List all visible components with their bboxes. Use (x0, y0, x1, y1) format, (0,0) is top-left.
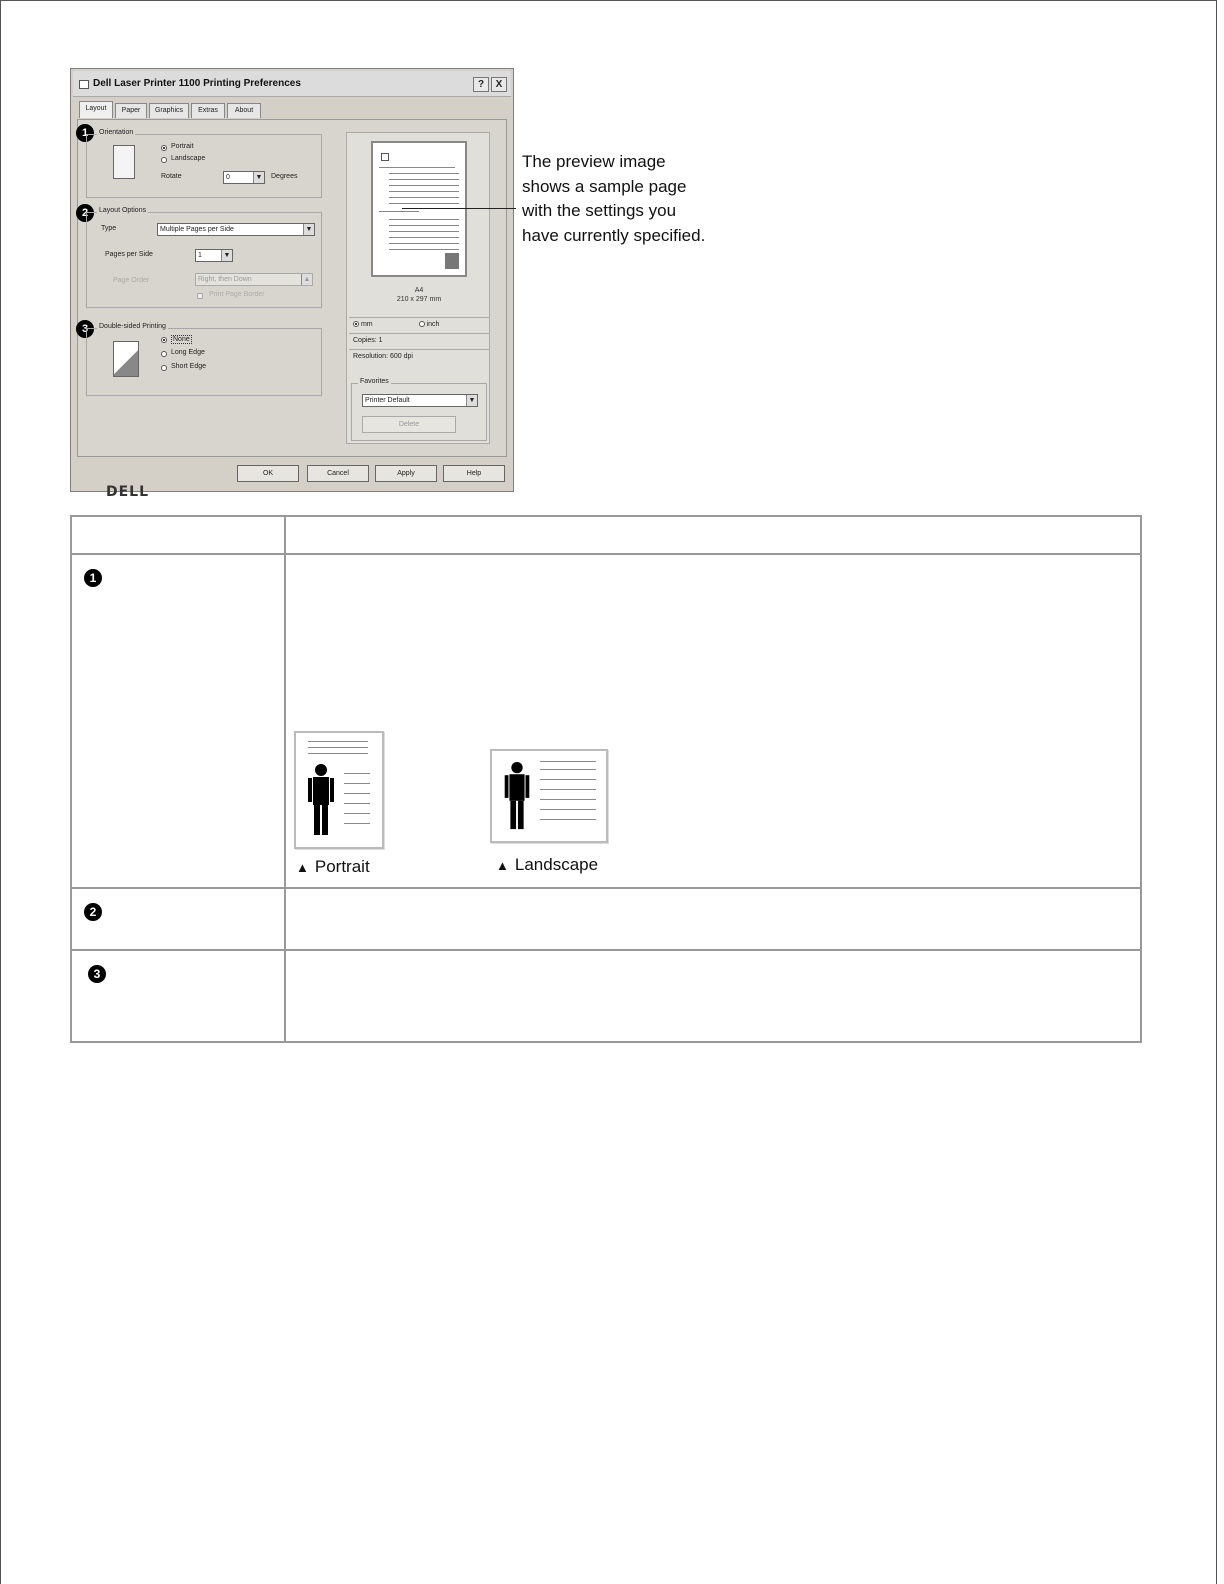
layout-options-group (86, 207, 322, 308)
table-row (71, 950, 1141, 1042)
triangle-icon: ▲ (496, 858, 509, 873)
chevron-down-icon: ▼ (221, 250, 232, 261)
table-header-cell (71, 516, 285, 554)
preview-line (389, 237, 459, 238)
page-right-border (1216, 0, 1217, 1584)
print-border-label: Print Page Border (209, 291, 265, 298)
duplex-short-edge-label: Short Edge (171, 363, 207, 370)
dialog-title: Dell Laser Printer 1100 Printing Preferences (93, 78, 301, 89)
favorites-select[interactable]: Printer Default ▼ (362, 394, 478, 407)
chevron-down-icon: ▼ (303, 224, 314, 235)
pages-per-side-select[interactable]: 1 ▼ (195, 249, 233, 262)
tab-graphics[interactable]: Graphics (149, 103, 189, 118)
pages-per-side-label: Pages per Side (105, 251, 153, 258)
ok-button[interactable]: OK (237, 465, 299, 482)
degrees-label: Degrees (271, 173, 298, 180)
illustration-line (540, 809, 596, 810)
illustration-line (344, 783, 370, 784)
illustration-line (344, 823, 370, 824)
callout-badge-1: 1 (76, 124, 94, 142)
table-cell-content (285, 554, 1141, 888)
inch-radio[interactable] (419, 321, 425, 327)
duplex-long-edge-label: Long Edge (171, 349, 205, 356)
portrait-illustration (294, 731, 384, 849)
preview-corner-box (381, 153, 389, 161)
dialog-titlebar (73, 71, 511, 97)
landscape-illustration (490, 749, 608, 843)
help-button[interactable]: Help (443, 465, 505, 482)
duplex-none-radio[interactable] (161, 337, 167, 343)
page-left-border (0, 0, 1, 1584)
tab-about[interactable]: About (227, 103, 261, 118)
preview-area (346, 132, 490, 444)
orientation-illustrations (286, 555, 1140, 885)
illustration-line (344, 813, 370, 814)
preview-paper-size: 210 x 297 mm (396, 296, 442, 303)
preview-paper-name: A4 (414, 287, 424, 294)
landscape-label: Landscape (171, 155, 206, 162)
table-cell-badge (71, 950, 285, 1042)
printing-preferences-dialog (70, 68, 514, 500)
table-cell-content (285, 888, 1141, 950)
row-badge-2: 2 (84, 903, 102, 921)
illustration-line (344, 793, 370, 794)
duplex-icon (113, 341, 139, 377)
tab-paper[interactable]: Paper (115, 103, 147, 118)
page-order-label: Page Order (113, 277, 150, 284)
row-badge-1: 1 (84, 569, 102, 587)
favorites-group (351, 378, 487, 441)
print-border-checkbox[interactable] (197, 293, 203, 299)
person-icon (502, 761, 532, 831)
table-header-row (71, 516, 1141, 554)
table-row (71, 554, 1141, 888)
illustration-line (540, 761, 596, 762)
callout-badge-2: 2 (76, 204, 94, 222)
callout-badge-3: 3 (76, 320, 94, 338)
duplex-none-label: None (173, 336, 190, 343)
type-select[interactable]: Multiple Pages per Side ▼ (157, 223, 315, 236)
illustration-line (540, 789, 596, 790)
portrait-caption: ▲ Portrait (296, 857, 370, 876)
page-top-border (0, 0, 1217, 1)
duplex-group (86, 323, 322, 396)
preview-units-row (349, 317, 489, 332)
chevron-down-icon: ▼ (466, 395, 477, 406)
preview-line (389, 249, 459, 250)
landscape-caption: ▲ Landscape (496, 855, 599, 874)
mm-label: mm (360, 321, 373, 328)
page-order-select[interactable]: Right, then Down ▲ (195, 273, 313, 286)
preview-callout-text: The preview image shows a sample page with the settings you have currently specified. (522, 152, 706, 245)
type-label: Type (101, 225, 117, 232)
table-cell-badge (71, 554, 285, 888)
table-header-cell (285, 516, 1141, 554)
preview-line (389, 225, 459, 226)
table-cell-content (285, 950, 1141, 1042)
illustration-line (308, 741, 368, 742)
tab-layout[interactable]: Layout (79, 101, 113, 118)
illustration-line (344, 803, 370, 804)
settings-table (70, 515, 1142, 1043)
table-row (71, 888, 1141, 950)
illustration-line (344, 773, 370, 774)
preview-line (389, 219, 459, 220)
illustration-line (540, 779, 596, 780)
preview-line (379, 211, 419, 212)
inch-label: inch (426, 321, 440, 328)
preview-image-block (445, 253, 459, 269)
portrait-label: Portrait (171, 143, 194, 150)
preview-line (389, 179, 459, 180)
preview-line (389, 231, 459, 232)
preview-line (389, 173, 459, 174)
rotate-label: Rotate (161, 173, 182, 180)
orientation-icon (113, 145, 135, 179)
row-badge-3: 3 (88, 965, 106, 983)
preview-copies: Copies: 1 (349, 333, 489, 348)
illustration-line (540, 799, 596, 800)
tab-extras[interactable]: Extras (191, 103, 225, 118)
callout-leader-line (402, 208, 516, 209)
chevron-down-icon: ▲ (301, 274, 312, 285)
rotate-select[interactable]: 0 ▼ (223, 171, 265, 184)
layout-options-label: Layout Options (99, 207, 147, 214)
illustration-line (308, 747, 368, 748)
preview-page (371, 141, 467, 277)
table-cell-badge (71, 888, 285, 950)
preview-line (389, 197, 459, 198)
close-title-button[interactable]: X (491, 77, 507, 92)
duplex-long-edge-radio[interactable] (161, 351, 167, 357)
person-icon (306, 763, 336, 837)
chevron-down-icon: ▼ (253, 172, 264, 183)
preview-line (389, 243, 459, 244)
illustration-line (540, 769, 596, 770)
orientation-label: Orientation (99, 129, 134, 136)
illustration-line (308, 753, 368, 754)
orientation-group (86, 129, 322, 198)
duplex-label: Double-sided Printing (99, 323, 166, 330)
mm-radio[interactable] (353, 321, 359, 327)
preview-line (379, 167, 455, 168)
preview-line (389, 203, 459, 204)
dell-logo: DELL (106, 484, 150, 500)
cancel-button[interactable]: Cancel (307, 465, 369, 482)
help-title-button[interactable]: ? (473, 77, 489, 92)
landscape-radio[interactable] (161, 157, 167, 163)
duplex-short-edge-radio[interactable] (161, 365, 167, 371)
apply-button[interactable]: Apply (375, 465, 437, 482)
preview-line (389, 185, 459, 186)
favorites-label: Favorites (360, 378, 389, 385)
preview-resolution: Resolution: 600 dpi (349, 349, 489, 364)
delete-button[interactable]: Delete (362, 416, 456, 433)
portrait-radio[interactable] (161, 145, 167, 151)
illustration-line (540, 819, 596, 820)
preview-line (389, 191, 459, 192)
triangle-icon: ▲ (296, 860, 309, 875)
printer-icon (79, 80, 89, 89)
